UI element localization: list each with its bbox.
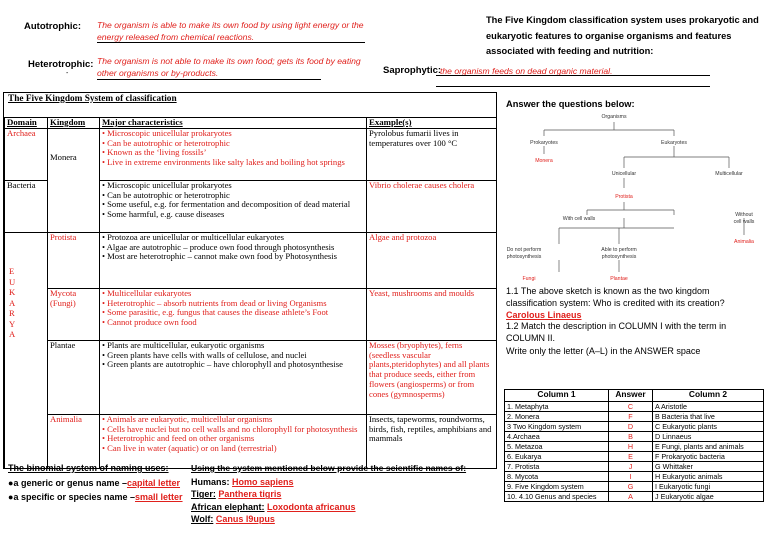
header-examples: Example(s): [367, 118, 497, 129]
column-2-cell: I Eukaryotic fungi: [653, 482, 764, 492]
list-item: African elephant: Loxodonta africanus: [191, 501, 356, 512]
table-row: [505, 422, 764, 432]
domain-archaea: Archaea: [5, 129, 48, 181]
animalia-characteristics: • Animals are eukaryotic, multicellular organisms • Cells have nuclei but no cell walls and no chlorophyll for photosynthesis • Heterotrophic and feed on other organisms • Can live in water (aquatic) or on land (terrestrial): [100, 415, 367, 470]
kingdom-protista: Protista: [48, 233, 100, 289]
question-1-1-answer[interactable]: Carolous Linaeus: [506, 310, 582, 320]
table-row: [505, 452, 764, 462]
list-item: Wolf: Canus l9upus: [191, 513, 275, 524]
kingdom-mycota: Mycota (Fungi): [48, 289, 100, 341]
column-1-cell: 9. Five Kingdom system: [505, 482, 609, 492]
table-row: [5, 341, 497, 415]
kingdom-plantae: Plantae: [48, 341, 100, 415]
bullet-icon: ●: [8, 492, 14, 502]
node-monera: Monera: [535, 158, 553, 164]
node-plantae: Plantae: [610, 276, 628, 282]
saprophytic-answer[interactable]: the organism feeds on dead organic material.: [440, 66, 613, 76]
species-answer: small letter: [135, 492, 183, 502]
table-row: [505, 462, 764, 472]
header-answer: Answer: [609, 390, 653, 402]
mycota-characteristics: • Multicellular eukaryotes • Heterotrophic – absorb nutrients from dead or living Organisms • Some parasitic, e.g. fungus that causes the disease athlete’s Foot • Cannot produce own food: [100, 289, 367, 341]
column-1-cell: 5. Metazoa: [505, 442, 609, 452]
question-1-2-instruction: Write only the letter (A–L) in the ANSWER space: [506, 346, 701, 356]
answer-cell[interactable]: D: [609, 422, 653, 432]
list-item: Humans: Homo sapiens: [191, 477, 294, 487]
node-prokaryotes: Prokaryotes: [530, 140, 558, 146]
node-with-cell-walls: With cell walls: [562, 216, 596, 222]
table-row: [505, 472, 764, 482]
scientific-names-list: [191, 476, 356, 525]
saprophytic-label: Saprophytic:: [383, 65, 442, 76]
scientific-names-heading: Using the system mentioned below provide the scientific names of:: [191, 463, 467, 473]
archaea-example: Pyrolobus fumarii lives in temperatures over 100 °C: [367, 129, 497, 181]
header-characteristics: Major characteristics: [100, 118, 367, 129]
question-1-1: 1.1 The above sketch is known as the two kingdom classification system: Who is credited with its creation?: [506, 286, 725, 308]
column-1-cell: 6. Eukarya: [505, 452, 609, 462]
column-2-cell: E Fungi, plants and animals: [653, 442, 764, 452]
answer-cell[interactable]: B: [609, 432, 653, 442]
column-2-cell: D Linnaeus: [653, 432, 764, 442]
heterotrophic-underline: [97, 79, 321, 80]
archaea-characteristics: • Microscopic unicellular prokaryotes • Can be autotrophic or heterotrophic • Known as the ‘living fossils’ • Live in extreme environments like salty lakes and boiling hot springs: [100, 129, 367, 181]
column-2-cell: A Aristotle: [653, 402, 764, 412]
dash-mark: -: [66, 70, 69, 77]
table-row: [5, 233, 497, 289]
header-column-2: Column 2: [653, 390, 764, 402]
column-1-cell: 10. 4.10 Genus and species: [505, 492, 609, 502]
column-1-cell: 2. Monera: [505, 412, 609, 422]
bacteria-example: Vibrio cholerae causes cholera: [367, 181, 497, 233]
answer-cell[interactable]: A: [609, 492, 653, 502]
matching-table: [504, 389, 764, 502]
table-title: The Five Kingdom System of classification: [8, 94, 177, 104]
binomial-bullet-1: ●a generic or genus name –capital letter: [8, 478, 181, 488]
node-protista: Protista: [615, 194, 633, 200]
table-row: [505, 492, 764, 502]
header-column-1: Column 1: [505, 390, 609, 402]
binomial-bullet-2: ●a specific or species name –small letter: [8, 492, 183, 502]
table-row: [505, 402, 764, 412]
table-row: [5, 289, 497, 341]
list-item: Tiger: Panthera tigris: [191, 489, 282, 500]
protista-characteristics: • Protozoa are unicellular or multicellular eukaryotes • Algae are autotrophic – produce own food through photosynthesis • Most are heterotrophic – cannot make own food by Photosynthesis: [100, 233, 367, 289]
mycota-example: Yeast, mushrooms and moulds: [367, 289, 497, 341]
node-multicellular: Multicellular: [715, 171, 743, 177]
bullet-icon: ●: [8, 478, 14, 488]
table-row: [5, 415, 497, 470]
header-domain: Domain: [5, 118, 48, 129]
node-organisms: Organisms: [601, 114, 627, 120]
node-without-cell-walls-2: cell walls: [733, 219, 755, 225]
autotrophic-answer[interactable]: The organism is able to make its own food by using light energy or the energy released from chemical reactions.: [97, 20, 364, 42]
binomial-heading: The binomial system of naming uses:: [8, 463, 169, 473]
saprophytic-underline-2: [436, 86, 710, 87]
kingdom-animalia: Animalia: [48, 415, 100, 470]
node-unicellular: Unicellular: [611, 171, 637, 177]
matching-header-row: [505, 390, 764, 402]
answer-cell[interactable]: I: [609, 472, 653, 482]
plantae-characteristics: • Plants are multicellular, eukaryotic organisms • Green plants have cells with walls of cellulose, and nuclei • Green plants are autotrophic – have chlorophyll and photosynthesise: [100, 341, 367, 415]
plantae-example: Mosses (bryophytes), ferns (seedless vascular plants,pteridophytes) and all plants that produce seeds, either from flowers (angiosperms) or from cones (gymnosperms): [367, 341, 497, 415]
heterotrophic-label: Heterotrophic:: [28, 59, 94, 70]
answer-cell[interactable]: J: [609, 462, 653, 472]
answer-cell[interactable]: G: [609, 482, 653, 492]
heterotrophic-answer[interactable]: The organism is not able to make its own food; gets its food by eating other organisms or by-products.: [97, 56, 361, 78]
column-2-cell: H Eukaryotic animals: [653, 472, 764, 482]
column-2-cell: B Bacteria that live: [653, 412, 764, 422]
kingdom-monera: Monera: [48, 129, 100, 233]
intro-text: The Five Kingdom classification system uses prokaryotic and eukaryotic features to organise organisms and features associated with feeding and nutrition:: [486, 15, 759, 56]
node-no-photosynthesis-2: photosynthesis: [506, 254, 542, 260]
answer-cell[interactable]: C: [609, 402, 653, 412]
header-kingdom: Kingdom: [48, 118, 100, 129]
table-header-row: [5, 118, 497, 129]
table-row: [505, 482, 764, 492]
two-kingdom-diagram: [504, 110, 766, 282]
protista-example: Algae and protozoa: [367, 233, 497, 289]
questions-heading: Answer the questions below:: [506, 99, 635, 109]
column-1-cell: 4.Archaea: [505, 432, 609, 442]
column-2-cell: G Whittaker: [653, 462, 764, 472]
answer-cell[interactable]: H: [609, 442, 653, 452]
table-row: [5, 129, 497, 181]
autotrophic-underline: [97, 42, 365, 43]
column-1-cell: 3 Two Kingdom system: [505, 422, 609, 432]
table-row: [505, 412, 764, 422]
column-2-cell: J Eukaryotic algae: [653, 492, 764, 502]
node-without-cell-walls-1: Without: [735, 212, 753, 218]
column-1-cell: 8. Mycota: [505, 472, 609, 482]
node-eukaryotes: Eukaryotes: [661, 140, 687, 146]
column-2-cell: C Eukaryotic plants: [653, 422, 764, 432]
node-fungi: Fungi: [522, 276, 536, 282]
autotrophic-label: Autotrophic:: [24, 21, 81, 32]
domain-bacteria: Bacteria: [5, 181, 48, 233]
question-1-2: 1.2 Match the description in COLUMN I with the term in COLUMN II.: [506, 321, 727, 343]
node-photosynthesis-2: photosynthesis: [601, 254, 637, 260]
bacteria-characteristics: • Microscopic unicellular prokaryotes • Can be autotrophic or heterotrophic • Some useful, e.g. for fermentation and decomposition of dead material • Some harmful, e.g. cause diseases: [100, 181, 367, 233]
five-kingdom-table: [4, 117, 497, 469]
animalia-example: Insects, tapeworms, roundworms, birds, fish, reptiles, amphibians and mammals: [367, 415, 497, 470]
table-row: [505, 442, 764, 452]
column-1-cell: 1. Metaphyta: [505, 402, 609, 412]
saprophytic-underline: [436, 75, 710, 76]
five-kingdom-table-box: [3, 92, 497, 469]
column-2-cell: F Prokaryotic bacteria: [653, 452, 764, 462]
genus-answer: capital letter: [126, 478, 181, 488]
node-no-photosynthesis-1: Do not perform: [506, 247, 542, 253]
answer-cell[interactable]: F: [609, 412, 653, 422]
domain-eukarya: E U K A R Y A: [5, 233, 48, 470]
node-animalia: Animalia: [734, 239, 754, 245]
table-row: [505, 432, 764, 442]
node-photosynthesis-1: Able to perform: [601, 247, 637, 253]
column-1-cell: 7. Protista: [505, 462, 609, 472]
answer-cell[interactable]: E: [609, 452, 653, 462]
